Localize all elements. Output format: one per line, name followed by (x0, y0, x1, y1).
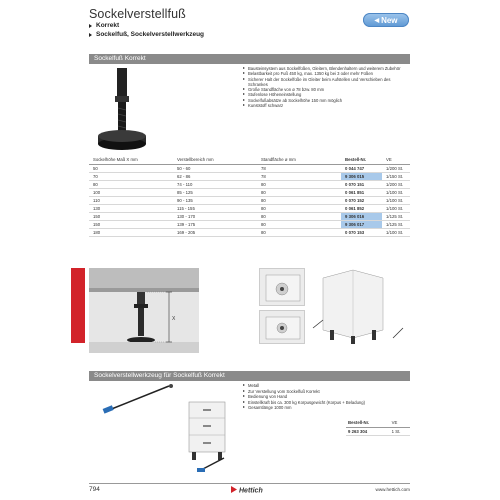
table-row (89, 172, 410, 180)
feature-item: Bedienung von Hand (243, 394, 408, 400)
cabinet-detail-drawing (260, 269, 306, 307)
feature-item: Bausteinsystem aus Sockelfüßen, Gleitern, Blendenhaltern und weiterem Zubehör (243, 66, 408, 71)
website-link[interactable]: www.hettich.com (375, 487, 410, 492)
table-cell: 110 (89, 196, 173, 204)
table-row (346, 427, 410, 435)
dimension-label-x: X (172, 316, 176, 322)
feature-item: Einstellkraft bis ca. 300 kg Korpusgewicht (Korpus + Beladung) (243, 400, 408, 406)
feature-item: Große Standfläche von ø 78 bzw. 80 mm (243, 87, 408, 92)
table-cell: 1/125 St. (382, 221, 410, 229)
arrow-right-icon (89, 33, 92, 37)
column-header: Standfläche ø mm (257, 156, 341, 164)
section-header-werkzeug: Sockelverstellwerkzeug für Sockelfuß Korrekt (89, 371, 410, 381)
bullet-icon (243, 93, 245, 95)
feature-item: Kunststoff schwarz (243, 103, 408, 108)
table-cell: 1/100 St. (382, 229, 410, 237)
feature-item: Sicherer Halt der Sockelfüße im Gleiter beim Aufstellen und Verschieben des Schrankes (243, 77, 408, 88)
subnav-link-korrekt[interactable]: Korrekt (89, 21, 204, 30)
table-cell: 78 (257, 172, 341, 180)
detail-image-1 (259, 268, 305, 306)
page-title: Sockelverstellfuß (89, 7, 186, 21)
feature-item: Belastbarkeit pro Fuß 450 kg, max. 1350 kg bei 3 oder mehr Füßen (243, 71, 408, 76)
article-number: 9 306 015 (341, 172, 382, 180)
article-number: 0 044 747 (341, 164, 382, 172)
subnav (89, 21, 204, 39)
table-cell: 1/100 St. (382, 204, 410, 212)
svg-text:Hettich: Hettich (239, 487, 263, 495)
bullet-icon (243, 99, 245, 101)
column-header: VE (382, 156, 410, 164)
table-cell: 70 (89, 172, 173, 180)
table-row (89, 164, 410, 172)
feature-item: Zur Verstellung vom Sockelfuß Korrekt (243, 389, 408, 395)
table-row (89, 188, 410, 196)
table-header-row (89, 156, 410, 164)
page-number: 794 (89, 486, 100, 493)
sockelfuss-product-image (93, 66, 153, 152)
feature-item: Sockelfußabsätze ab Sockelhöhe 150 mm möglich (243, 98, 408, 103)
packing-unit: 1 St. (390, 427, 410, 435)
table-cell: 130 (89, 204, 173, 212)
bullet-icon (243, 72, 245, 74)
table-cell: 85 - 125 (173, 188, 257, 196)
table-cell: 80 (89, 180, 173, 188)
cabinet-assembly-illustration (308, 268, 410, 348)
table-row (89, 221, 410, 229)
bullet-icon (243, 78, 245, 80)
adjustment-tool-image (89, 382, 244, 474)
bullet-icon (243, 88, 245, 90)
bullet-icon (243, 401, 245, 403)
feature-item: Gesamtlänge 1000 mm (243, 405, 408, 411)
table-cell: 80 (257, 188, 341, 196)
table-cell: 150 (89, 213, 173, 221)
bullet-icon (243, 67, 245, 69)
column-header: Bestell-Nr. (346, 419, 390, 427)
table-cell: 1/100 St. (382, 188, 410, 196)
column-header: Sockelhöhe Maß X mm (89, 156, 173, 164)
table-row (89, 196, 410, 204)
article-number: 0 061 851 (341, 188, 382, 196)
article-number: 0 061 852 (341, 204, 382, 212)
arrow-left-icon: ◀ (374, 17, 380, 24)
feature-item: Metall (243, 383, 408, 389)
feature-item: Stufenlose Höheneinstellung (243, 92, 408, 97)
bullet-icon (243, 104, 245, 106)
cabinet-detail-drawing (260, 311, 306, 345)
table-cell: 115 - 155 (173, 204, 257, 212)
feature-list-werkzeug (243, 383, 408, 411)
arrow-right-icon (89, 24, 92, 28)
table-cell: 62 - 86 (173, 172, 257, 180)
table-cell: 1/200 St. (382, 164, 410, 172)
table-cell: 80 (257, 229, 341, 237)
table-row (89, 213, 410, 221)
table-cell: 1/100 St. (382, 196, 410, 204)
column-header: Verstellbereich mm (173, 156, 257, 164)
table-cell: 50 (89, 164, 173, 172)
order-table-werkzeug (346, 419, 410, 436)
column-header: Bestell-Nr. (341, 156, 382, 164)
table-cell: 80 (257, 213, 341, 221)
table-cell: 74 - 110 (173, 180, 257, 188)
spec-table (89, 156, 410, 237)
article-number: 9 306 017 (341, 221, 382, 229)
table-row (89, 180, 410, 188)
table-cell: 80 (257, 180, 341, 188)
table-cell: 90 - 135 (173, 196, 257, 204)
table-cell: 1/150 St. (382, 172, 410, 180)
article-number: 9 263 304 (346, 427, 390, 435)
subnav-link-sockelfuss[interactable]: Sockelfuß, Sockelverstellwerkzeug (89, 30, 204, 39)
table-row (89, 204, 410, 212)
table-cell: 50 - 60 (173, 164, 257, 172)
hettich-logo (229, 484, 269, 495)
bullet-icon (243, 390, 245, 392)
article-number: 0 070 153 (341, 229, 382, 237)
table-cell: 80 (257, 204, 341, 212)
table-cell: 1/125 St. (382, 213, 410, 221)
new-badge: ◀ New (363, 13, 409, 27)
table-cell: 1/200 St. (382, 180, 410, 188)
bullet-icon (243, 384, 245, 386)
chapter-marker-tab (71, 268, 85, 343)
bullet-icon (243, 406, 245, 408)
bullet-icon (243, 395, 245, 397)
table-cell: 139 - 175 (173, 221, 257, 229)
article-number: 0 070 151 (341, 180, 382, 188)
table-row (89, 229, 410, 237)
table-cell: 130 - 170 (173, 213, 257, 221)
installation-height-diagram (89, 268, 199, 353)
section-header-sockelfuss: Sockelfuß Korrekt (89, 54, 410, 64)
table-header-row (346, 419, 410, 427)
detail-image-2 (259, 310, 305, 344)
article-number: 9 306 016 (341, 213, 382, 221)
table-cell: 100 (89, 188, 173, 196)
column-header: VE (390, 419, 410, 427)
table-cell: 150 (89, 221, 173, 229)
table-cell: 80 (257, 221, 341, 229)
table-cell: 78 (257, 164, 341, 172)
article-number: 0 070 152 (341, 196, 382, 204)
table-cell: 169 - 205 (173, 229, 257, 237)
table-cell: 80 (257, 196, 341, 204)
table-cell: 180 (89, 229, 173, 237)
feature-list-sockelfuss (243, 66, 408, 108)
